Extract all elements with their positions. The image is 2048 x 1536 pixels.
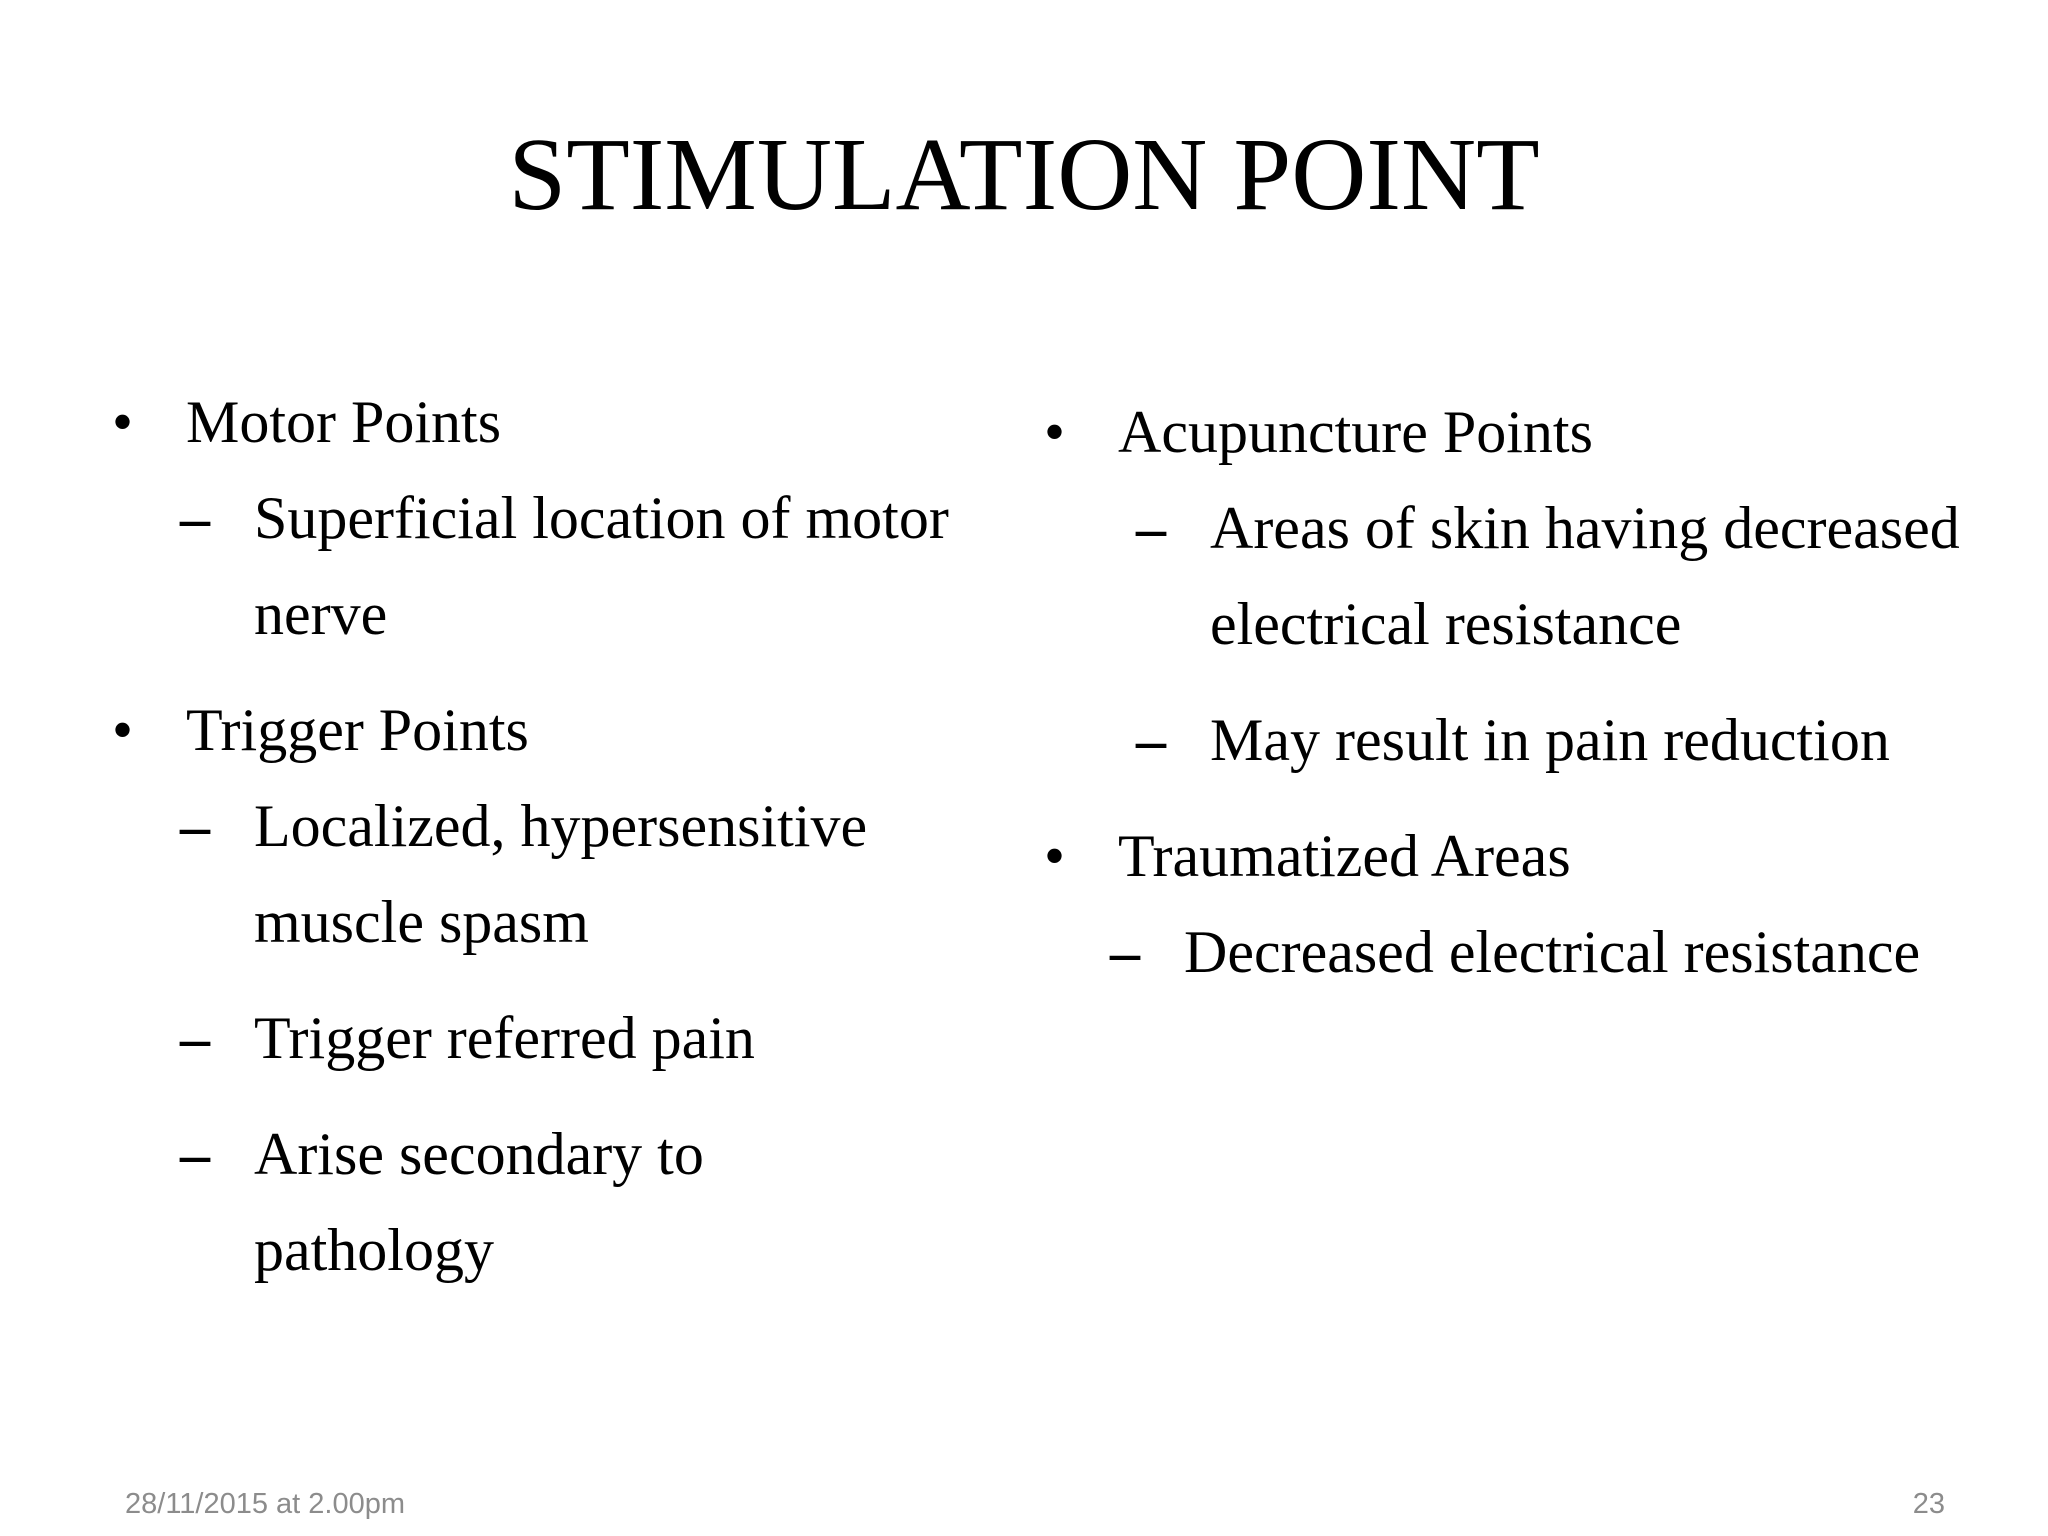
sub-item-text: Arise secondary to pathology xyxy=(254,1121,704,1283)
sub-item-text: Superficial location of motor nerve xyxy=(254,485,949,647)
sub-list xyxy=(180,470,1052,662)
bullet-icon: • xyxy=(112,697,134,763)
bullet-motor-points xyxy=(112,374,1052,662)
sub-item-motor-nerve xyxy=(180,470,1052,662)
bullet-text: Acupuncture Points xyxy=(1118,399,1593,465)
bullet-traumatized-areas xyxy=(1044,808,2034,1000)
footer-date: 28/11/2015 at 2.00pm xyxy=(125,1488,406,1520)
bullet-acupuncture-points xyxy=(1044,384,2034,788)
bullet-text: Traumatized Areas xyxy=(1118,823,1571,889)
page-number: 23 xyxy=(1912,1488,1945,1520)
sub-item-referred-pain xyxy=(180,990,1052,1086)
dash-icon: – xyxy=(180,793,210,859)
dash-icon: – xyxy=(1136,495,1166,561)
dash-icon: – xyxy=(1136,707,1166,773)
sub-item-text: Areas of skin having decreased electrical resistance xyxy=(1210,495,1960,657)
sub-list xyxy=(1118,480,2034,788)
sub-item-text: Decreased electrical resistance xyxy=(1184,919,1921,985)
sub-item-areas-of-skin xyxy=(1136,480,2034,672)
sub-list xyxy=(180,778,1052,1298)
sub-item-text: May result in pain reduction xyxy=(1210,707,1890,773)
bullet-text: Trigger Points xyxy=(186,697,529,763)
bullet-icon: • xyxy=(1044,399,1066,465)
dash-icon: – xyxy=(180,485,210,551)
sub-item-pain-reduction xyxy=(1136,692,2034,788)
slide-title: STIMULATION POINT xyxy=(508,117,1540,232)
sub-item-arise-secondary xyxy=(180,1106,1052,1298)
dash-icon: – xyxy=(180,1005,210,1071)
bullet-trigger-points xyxy=(112,682,1052,1298)
bullet-icon: • xyxy=(112,389,134,455)
bullet-text: Motor Points xyxy=(186,389,502,455)
dash-icon: – xyxy=(1110,919,1140,985)
sub-item-text: Trigger referred pain xyxy=(254,1005,755,1071)
dash-icon: – xyxy=(180,1121,210,1187)
right-column xyxy=(1044,384,2034,1020)
sub-list xyxy=(1110,904,2034,1000)
sub-item-decreased-resistance xyxy=(1110,904,2034,1000)
sub-item-localized xyxy=(180,778,1052,970)
sub-item-text: Localized, hypersensitive muscle spasm xyxy=(254,793,868,955)
left-column xyxy=(112,374,1052,1318)
bullet-icon: • xyxy=(1044,823,1066,889)
